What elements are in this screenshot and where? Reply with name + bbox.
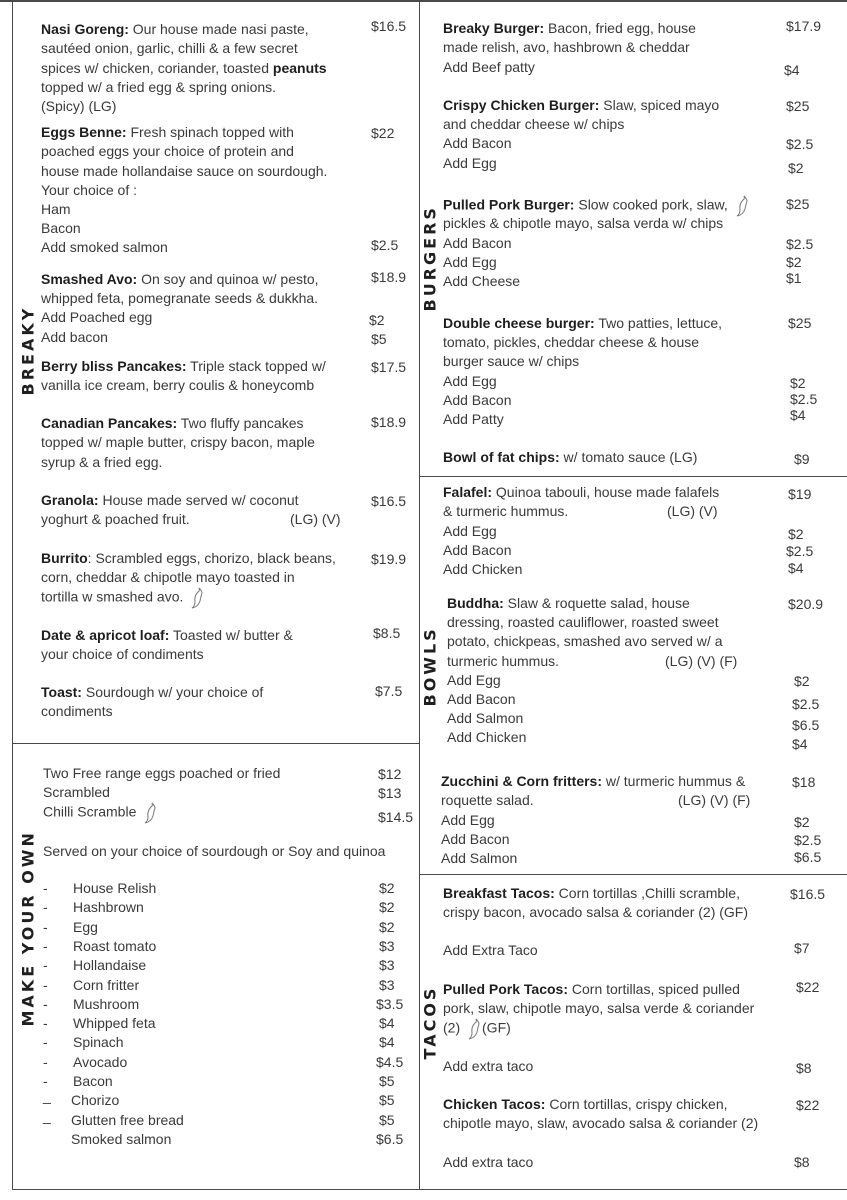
price: $2.5 [792,696,820,712]
item-name: Smashed Avo: [41,271,138,287]
price: $2.5 [786,136,814,152]
price: $7.5 [375,683,403,699]
section-label-make-your-own: MAKE YOUR OWN [18,830,38,1027]
breaky-divider [12,743,419,744]
side-price: $4 [379,1015,395,1031]
price: $22 [796,979,820,995]
side-bullet: - [43,880,48,896]
price: $14.5 [378,809,414,825]
chili-icon [191,587,205,609]
price: $6.5 [794,849,822,865]
price: $19.9 [371,551,407,567]
burgers-divider [419,476,847,477]
side-price: $2 [379,880,395,896]
item-name: Zucchini & Corn fritters: [441,773,603,789]
side-bullet: - [43,957,48,973]
price: $2.5 [790,391,818,407]
item-name: Canadian Pancakes: [41,415,178,431]
side-bullet: _ [43,1088,51,1104]
side-price: $6.5 [376,1131,404,1147]
side-name: Chorizo [71,1092,120,1108]
item-name: Chicken Tacos: [443,1096,546,1112]
price: $2 [369,312,385,328]
price: $25 [786,98,810,114]
price: $18 [792,774,816,790]
price: $4 [790,407,806,423]
section-label-burgers: BURGERS [420,205,440,312]
price: $25 [786,196,810,212]
item-name: Buddha: [447,595,504,611]
side-name: Smoked salmon [71,1131,172,1147]
side-bullet: - [43,1073,48,1089]
dietary-tags: (LG) (V) [667,503,718,519]
side-price: $3 [379,977,395,993]
price: $4 [788,560,804,576]
side-name: Hollandaise [73,957,147,973]
side-price: $5 [379,1073,395,1089]
side-bullet: - [43,1054,48,1070]
price: $17.5 [371,359,407,375]
side-bullet: - [43,919,48,935]
price: $2 [788,526,804,542]
price: $2.5 [786,543,814,559]
side-name: Glutten free bread [71,1112,184,1128]
price: $5 [371,331,387,347]
price: $18.9 [371,414,407,430]
item-name: Pulled Pork Burger: [443,196,575,213]
price: $2.5 [371,237,399,253]
price: $12 [378,766,402,782]
item-name: Nasi Goreng: [41,21,129,37]
served-note: Served on your choice of sourdough or Soy and quinoa [43,843,386,859]
chili-icon [736,195,750,217]
bottom-border [12,1189,847,1190]
item-name: Date & apricot loaf: [41,627,170,643]
side-price: $3 [379,938,395,954]
price: $13 [378,785,402,801]
price: $8.5 [373,625,401,641]
price: $1 [786,270,802,286]
side-bullet: _ [43,1108,51,1124]
side-price: $4 [379,1034,395,1050]
item-name: Breaky Burger: [443,20,545,36]
item-name: Pulled Pork Tacos: [443,981,568,997]
side-name: Hashbrown [73,899,144,915]
side-name: Roast tomato [73,938,157,954]
side-name: House Relish [73,880,157,896]
dietary-tags: (LG) (V) (F) [665,653,738,669]
side-name: Avocado [73,1054,128,1070]
side-name: Spinach [73,1034,124,1050]
side-price: $5 [379,1092,395,1108]
side-bullet: - [43,938,48,954]
section-label-tacos: TACOS [420,985,440,1060]
price: $4 [792,736,808,752]
side-name: Bacon [73,1073,113,1089]
side-price: $5 [379,1112,395,1128]
price: $17.9 [786,18,822,34]
price: $8 [794,1154,810,1170]
bowls-divider [419,874,847,875]
price: $18.9 [371,269,407,285]
price: $19 [788,486,812,502]
price: $2 [786,254,802,270]
price: $16.5 [371,18,407,34]
item-name: Berry bliss Pancakes: [41,358,187,374]
section-label-bowls: BOWLS [420,626,440,707]
price: $2 [794,673,810,689]
side-price: $4.5 [376,1054,404,1070]
side-name: Whipped feta [73,1015,156,1031]
side-bullet: - [43,1015,48,1031]
item-name: Burrito [41,550,88,566]
left-border [12,0,13,1190]
price: $8 [796,1060,812,1076]
menu-page: BREAKY BURGERS BOWLS MAKE YOUR OWN TACOS Nasi Goreng: Our house made nasi paste, sautéed onion, garlic, chilli & a few secret spices w/ chicken, coriander, toasted peanuts topped w/ a fried egg & spring onions. (Spicy) (LG) $16.5 Eggs Benne: Fresh spinach topped with poached eggs your choice of protein and house made hollandaise sauce on sourdough. Your choice of : Ham Bacon Add smoked salmon $22 $2.5 Smashed Avo: On soy and quinoa w/ pesto, whipped feta, pomegranate seeds & dukkha. Add Poached egg Add bacon $18.9 $2 $5 Berry bliss Pancakes: Triple stack topped w/ vanilla ice cream, berry coulis & honeycomb $17.5 Canadian Pancakes: Two fluffy pancakes topped w/ maple butter, crispy bacon, maple syrup & a fried egg. $18.9 Granola: House made served w/ coconut yoghurt & poached fruit. (LG) (V) $16.5 Burrito: Scrambled eggs, chorizo, black beans, corn, cheddar & chipotle mayo toasted in tortilla w smashed avo. $19.9 Date & apricot loaf: Toasted w/ butter & your choice of condiments $8.5 Toast: Sourdough w/ your choice of condiments $7.5 Two Free range eggs poached or fried Scrambled Chilli Scramble $12 $13 $14.5 Served on your choice of sourdough or Soy and quinoa - House Relish $2 - Hashbrown $2 - Egg $2 - Roast tomato $3 - Hollandaise $3 - Corn fritter $3 - Mushroom $3.5 - Whipped feta $4 - Spinach $4 - Avocado $4.5 - Bacon $5 _ Chorizo $5 _ Glutten free bread $5 Smoked salmon $6.5 Breaky Burger: Bacon, fried egg, house made relish, avo, hashbrown & cheddar Add Beef patty $17.9 $4 Crispy Chicken Burger: Slaw, spiced mayo and cheddar cheese w/ chips Add Bacon Add Egg $25 $2.5 $2 Pulled Pork Burger: Slow cooked pork, slaw, pickles & chipotle mayo, salsa verda w/ chips Add Bacon Add Egg Add Cheese $25 $2.5 $2 $1 Double cheese burger: Two patties, lettuce, tomato, pickles, cheddar cheese & house burger sauce w/ chips Add Egg Add Bacon Add Patty $25 $2 $2.5 $4 Bowl of fat chips: w/ tomato sauce (LG) $9 Falafel: Quinoa tabouli, house made falafels & turmeric hummus. (LG) (V) Add Egg Add Bacon Add Chicken $19 $2 $2.5 $4 Buddha: Slaw & roquette salad, house dressing, roasted cauliflower, roasted sweet potato, chickpeas, smashed avo served w/ a turmeric hummus. (LG) (V) (F) Add Egg Add Bacon Add Salmon Add Chicken $20.9 $2 $2.5 $6.5 $4 Zucchini & Corn fritters: w/ turmeric hummus & roquette salad. (LG) (V) (F) Add Egg Add Bacon Add Salmon $18 $2 $2.5 $6.5 Breakfast Tacos: Corn tortillas ,Chilli scramble, crispy bacon, avocado salsa & coriander (2) (GF) Add Extra Taco $16.5 $7 Pulled Pork Tacos: Corn tortillas, spiced pulled pork, slaw, chipotle mayo, salsa verde & coriander (2) (GF) Add extra taco $22 $8 Chicken Tacos: Corn tortillas, crispy chicken, chipotle mayo, slaw, avocado salsa & coriander (2) Add extra taco $22 $8 [0,0,847,1200]
price: $16.5 [371,493,407,509]
side-price: $3.5 [376,996,404,1012]
price: $2.5 [786,236,814,252]
chili-icon [144,802,158,824]
side-bullet: - [43,977,48,993]
price: $2.5 [794,832,822,848]
price: $2 [788,160,804,176]
item-name: Eggs Benne: [41,124,127,140]
price: $22 [796,1097,820,1113]
dietary-tags: (LG) (V) [290,511,341,527]
side-name: Mushroom [73,996,140,1012]
price: $7 [794,940,810,956]
chili-icon [468,1018,482,1040]
price: $25 [788,315,812,331]
price: $22 [371,125,395,141]
item-name: Breakfast Tacos: [443,885,555,901]
side-price: $3 [379,957,395,973]
side-bullet: - [43,1034,48,1050]
side-bullet: - [43,899,48,915]
price: $6.5 [792,717,820,733]
section-label-breaky: BREAKY [18,305,38,396]
top-border [0,0,847,2]
item-name: Bowl of fat chips: [443,449,560,465]
item-name: Crispy Chicken Burger: [443,97,600,113]
price: $2 [790,375,806,391]
item-name: Granola: [41,492,99,508]
price: $9 [794,451,810,467]
item-name: Falafel: [443,484,493,500]
side-bullet: - [43,996,48,1012]
side-price: $2 [379,899,395,915]
price: $20.9 [788,596,824,612]
side-name: Egg [73,919,98,935]
price: $16.5 [790,886,826,902]
price: $4 [784,62,800,78]
side-price: $2 [379,919,395,935]
item-name: Toast: [41,684,82,700]
price: $2 [794,814,810,830]
item-name: Double cheese burger: [443,315,595,331]
side-name: Corn fritter [73,977,140,993]
dietary-tags: (LG) (V) (F) [678,792,751,808]
